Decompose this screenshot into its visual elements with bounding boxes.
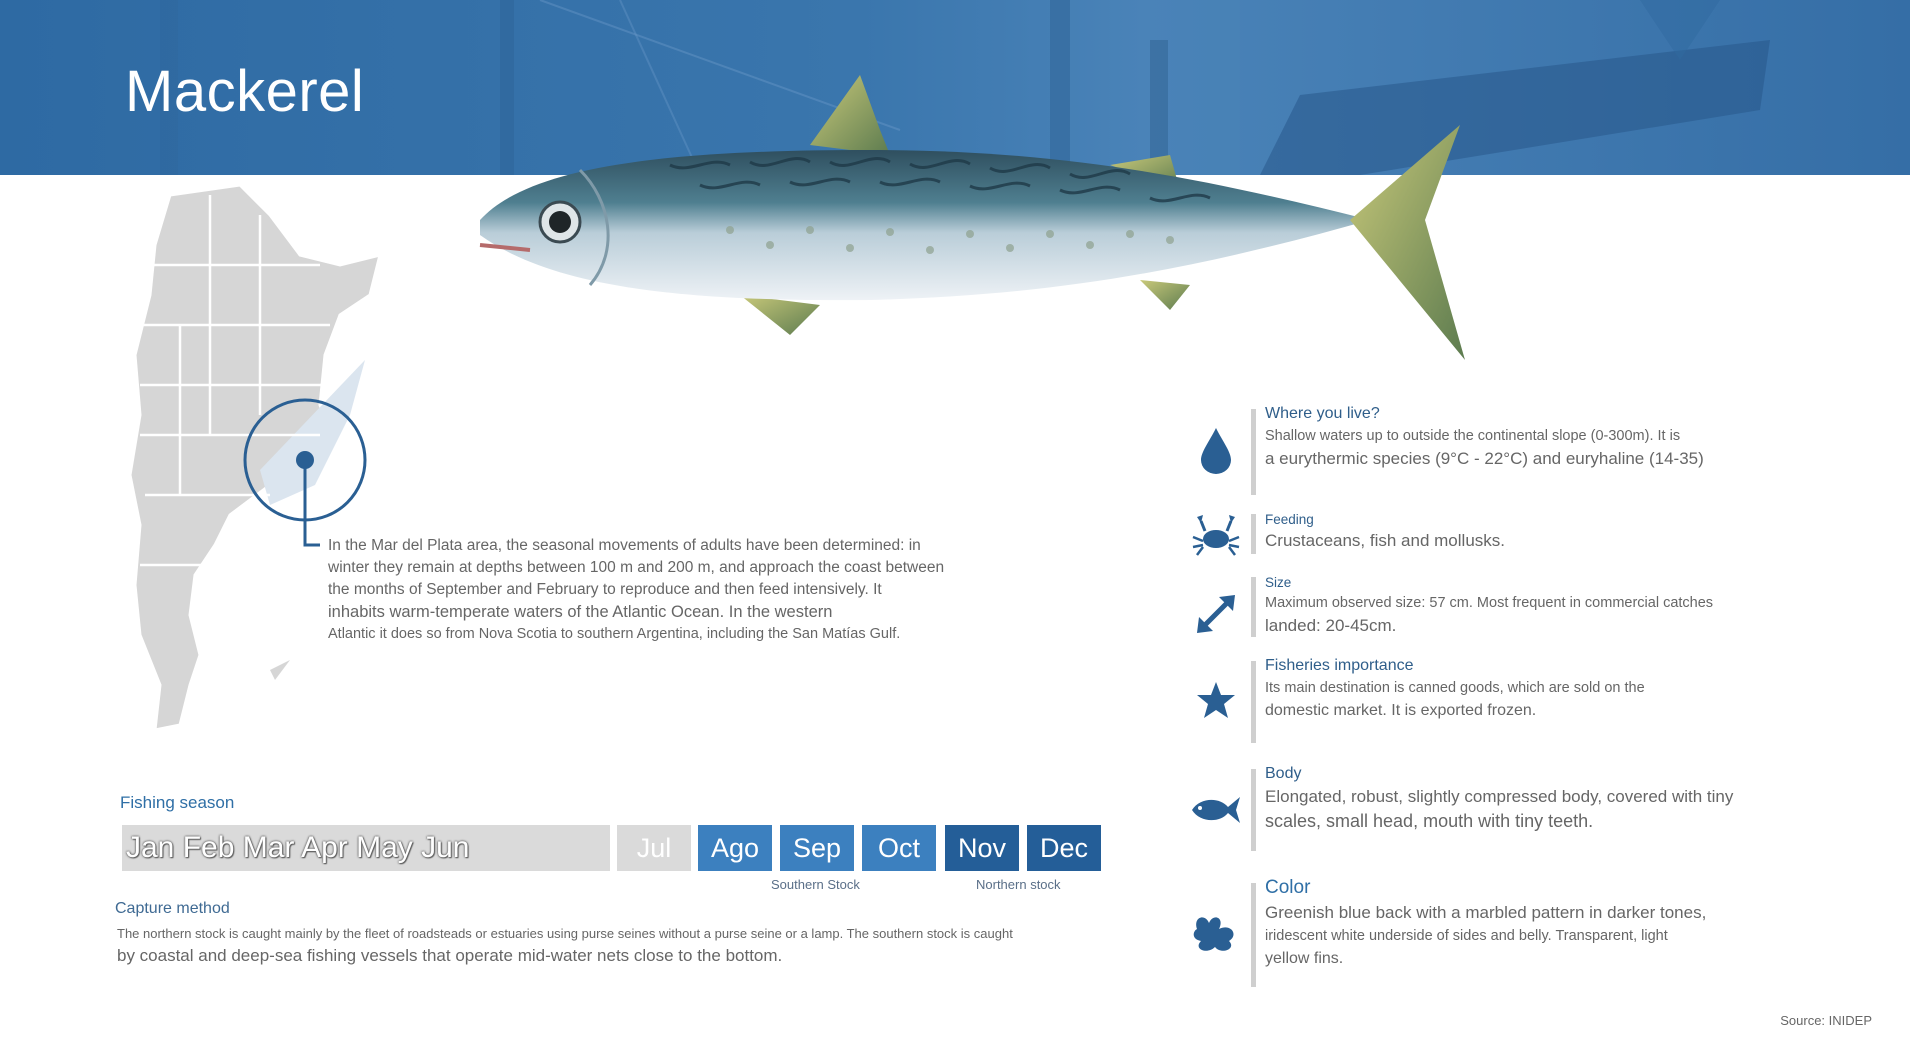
capture-method-label: Capture method <box>115 900 230 917</box>
inactive-months-text: Jan Feb Mar Apr May Jun <box>126 831 470 864</box>
feeding-content <box>1265 512 1765 553</box>
divider-bar <box>1251 409 1256 495</box>
month-dec: Dec <box>1027 825 1101 871</box>
fishing-season-calendar <box>122 825 1102 871</box>
fisheries-text-line: Its main destination is canned goods, which are sold on the <box>1265 680 1645 696</box>
body-title: Body <box>1265 765 1302 782</box>
northern-stock-label: Northern stock <box>976 877 1061 892</box>
feeding-text-line: Crustaceans, fish and mollusks. <box>1265 531 1505 550</box>
info-feeding <box>1185 512 1765 557</box>
fish-icon <box>1185 779 1247 841</box>
body-text-line: Elongated, robust, slightly compressed body, covered with tiny <box>1265 787 1734 806</box>
habitat-content <box>1265 405 1765 471</box>
divider-bar <box>1251 661 1256 743</box>
page-title: Mackerel <box>125 59 365 124</box>
divider-bar <box>1251 514 1256 554</box>
capture-method-text <box>117 925 1097 969</box>
fisheries-content <box>1265 657 1765 723</box>
divider-bar <box>1251 577 1256 637</box>
crab-icon <box>1185 504 1247 566</box>
divider-bar <box>1251 769 1256 851</box>
region-text-line: Atlantic it does so from Nova Scotia to southern Argentina, including the San Matías Gulf. <box>328 626 901 642</box>
habitat-title: Where you live? <box>1265 405 1380 422</box>
fisheries-title: Fisheries importance <box>1265 657 1414 674</box>
body-content <box>1265 765 1765 833</box>
size-content <box>1265 575 1765 638</box>
habitat-text-line: a eurythermic species (9°C - 22°C) and euryhaline (14-35) <box>1265 449 1704 468</box>
month-sep: Sep <box>780 825 854 871</box>
region-description <box>328 535 988 645</box>
size-title: Size <box>1265 575 1292 590</box>
info-fisheries <box>1185 657 1765 742</box>
paint-splash-icon <box>1185 901 1247 963</box>
color-title: Color <box>1265 877 1311 898</box>
capture-text-line: The northern stock is caught mainly by the fleet of roadsteads or estuaries using purse seines without a purse seine or a lamp. The southern stock is caught <box>117 926 1013 941</box>
star-icon <box>1185 669 1247 731</box>
region-text-line: In the Mar del Plata area, the seasonal movements of adults have been determined: in <box>328 537 921 554</box>
month-oct: Oct <box>862 825 936 871</box>
month-ago: Ago <box>698 825 772 871</box>
fisheries-text-line: domestic market. It is exported frozen. <box>1265 702 1537 719</box>
resize-arrows-icon <box>1185 583 1247 645</box>
capture-text-line: by coastal and deep-sea fishing vessels that operate mid-water nets close to the bottom. <box>117 946 783 965</box>
source-credit: Source: INIDEP <box>1780 1013 1872 1028</box>
month-nov: Nov <box>945 825 1019 871</box>
mackerel-illustration <box>470 70 1480 380</box>
body-text-line: scales, small head, mouth with tiny teeth. <box>1265 811 1594 831</box>
info-color <box>1185 877 1765 987</box>
habitat-text-line: Shallow waters up to outside the continental slope (0-300m). It is <box>1265 428 1681 444</box>
fishing-season-label: Fishing season <box>120 793 235 812</box>
region-text-line: inhabits warm-temperate waters of the Atlantic Ocean. In the western <box>328 603 833 621</box>
info-size <box>1185 575 1765 640</box>
color-content <box>1265 877 1765 971</box>
info-habitat <box>1185 405 1765 495</box>
size-text-line: Maximum observed size: 57 cm. Most frequent in commercial catches <box>1265 595 1714 611</box>
color-text-line: iridescent white underside of sides and belly. Transparent, light <box>1265 928 1668 944</box>
region-text-line: winter they remain at depths between 100 m and 200 m, and approach the coast between <box>328 559 945 576</box>
size-text-line: landed: 20-45cm. <box>1265 616 1397 635</box>
color-text-line: Greenish blue back with a marbled pattern in darker tones, <box>1265 903 1707 922</box>
divider-bar <box>1251 883 1256 987</box>
water-drop-icon <box>1185 419 1247 481</box>
info-body <box>1185 765 1765 853</box>
region-text-line: the months of September and February to reproduce and then feed intensively. It <box>328 581 882 598</box>
month-jul: Jul <box>617 825 691 871</box>
feeding-title: Feeding <box>1265 512 1314 527</box>
southern-stock-label: Southern Stock <box>771 877 860 892</box>
color-text-line: yellow fins. <box>1265 950 1344 967</box>
argentina-map <box>120 185 390 735</box>
